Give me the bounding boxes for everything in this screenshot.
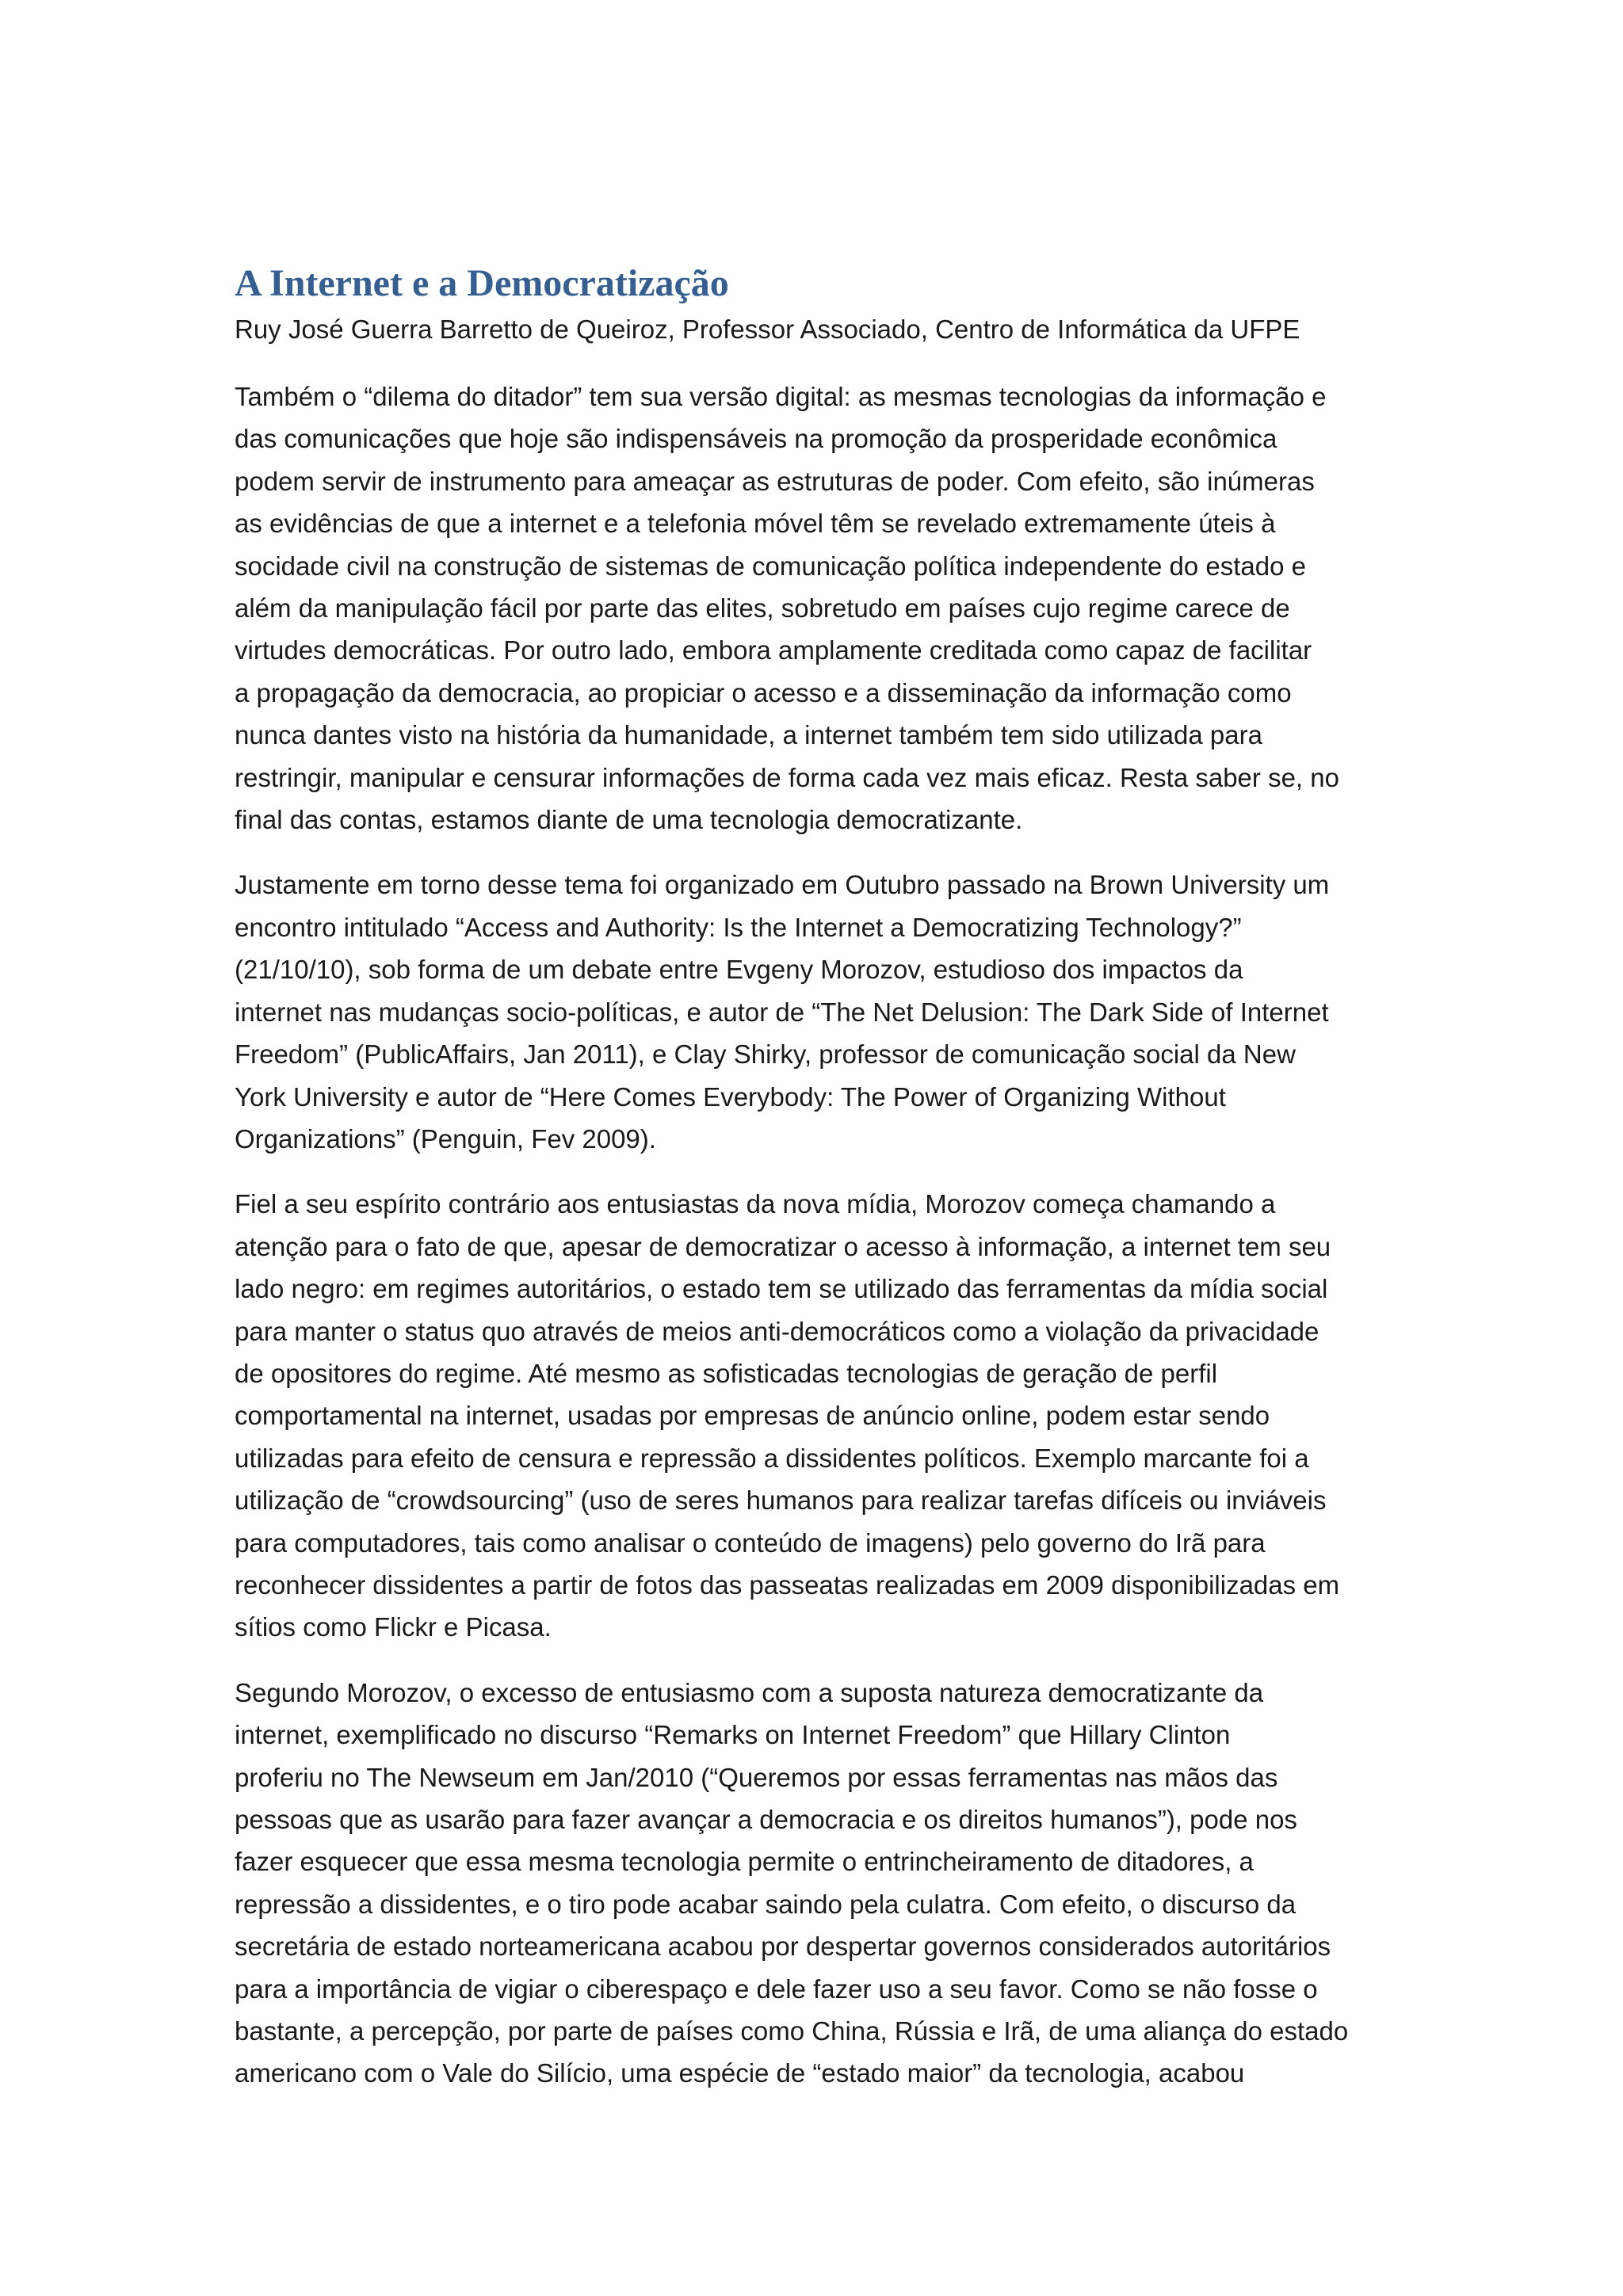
text-line: Freedom” (PublicAffairs, Jan 2011), e Clay Shirky, professor de comunicação social da New xyxy=(235,1039,1296,1070)
text-line: as evidências de que a internet e a telefonia móvel têm se revelado extremamente úteis à xyxy=(235,509,1276,539)
text-line: internet nas mudanças socio-políticas, e autor de “The Net Delusion: The Dark Side of Internet xyxy=(235,997,1329,1027)
text-line: lado negro: em regimes autoritários, o estado tem se utilizado das ferramentas da mídia social xyxy=(235,1274,1328,1304)
text-line: Fiel a seu espírito contrário aos entusiastas da nova mídia, Morozov começa chamando a xyxy=(235,1189,1276,1219)
text-line: para computadores, tais como analisar o conteúdo de imagens) pelo governo do Irã para xyxy=(235,1527,1266,1558)
text-line: sítios como Flickr e Picasa. xyxy=(235,1612,552,1642)
text-line: bastante, a percepção, por parte de países como China, Rússia e Irã, de uma aliança do estado xyxy=(235,2016,1349,2046)
paragraph-3 xyxy=(235,1183,1400,1648)
text-line: Justamente em torno desse tema foi organizado em Outubro passado na Brown University um xyxy=(235,870,1330,900)
text-line: a propagação da democracia, ao propiciar o acesso e a disseminação da informação como xyxy=(235,677,1292,707)
text-line: para manter o status quo através de meios anti-democráticos como a violação da privacidade xyxy=(235,1316,1319,1346)
text-line: nunca dantes visto na história da humanidade, a internet também tem sido utilizada para xyxy=(235,720,1262,750)
text-line: das comunicações que hoje são indispensáveis na promoção da prosperidade econômica xyxy=(235,424,1277,454)
text-line: restringir, manipular e censurar informações de forma cada vez mais eficaz. Resta saber se, no xyxy=(235,762,1339,792)
document-author: Ruy José Guerra Barretto de Queiroz, Professor Associado, Centro de Informática da UFPE xyxy=(235,315,1300,344)
text-line: podem servir de instrumento para ameaçar as estruturas de poder. Com efeito, são inúmeras xyxy=(235,466,1315,496)
paragraph-2 xyxy=(235,864,1400,1160)
text-line: repressão a dissidentes, e o tiro pode acabar saindo pela culatra. Com efeito, o discurso da xyxy=(235,1889,1296,1919)
text-line: proferiu no The Newseum em Jan/2010 (“Queremos por essas ferramentas nas mãos das xyxy=(235,1762,1278,1792)
text-line: americano com o Vale do Silício, uma espécie de “estado maior” da tecnologia, acabou xyxy=(235,2058,1245,2088)
text-line: para a importância de vigiar o ciberespaço e dele fazer uso a seu favor. Como se não fosse o xyxy=(235,1974,1318,2004)
text-line: reconhecer dissidentes a partir de fotos das passeatas realizadas em 2009 disponibilizadas em xyxy=(235,1569,1340,1600)
text-line: pessoas que as usarão para fazer avançar a democracia e os direitos humanos”), pode nos xyxy=(235,1805,1297,1834)
text-line: Segundo Morozov, o excesso de entusiasmo com a suposta natureza democratizante da xyxy=(235,1677,1264,1707)
paragraph-4 xyxy=(235,1672,1400,2095)
text-line: encontro intitulado “Access and Authority: Is the Internet a Democratizing Technology?” xyxy=(235,912,1242,942)
text-line: internet, exemplificado no discurso “Remarks on Internet Freedom” que Hillary Clinton xyxy=(235,1720,1231,1750)
text-line: utilizadas para efeito de censura e repressão a dissidentes políticos. Exemplo marcante foi a xyxy=(235,1443,1309,1473)
text-line: atenção para o fato de que, apesar de democratizar o acesso à informação, a internet tem seu xyxy=(235,1231,1331,1261)
text-line: utilização de “crowdsourcing” (uso de seres humanos para realizar tarefas difíceis ou inviáveis xyxy=(235,1486,1327,1516)
text-line: secretária de estado norteamericana acabou por despertar governos considerados autoritários xyxy=(235,1932,1331,1962)
text-line: virtudes democráticas. Por outro lado, embora amplamente creditada como capaz de facilitar xyxy=(235,635,1312,666)
text-line: final das contas, estamos diante de uma tecnologia democratizante. xyxy=(235,805,1023,835)
document-title: A Internet e a Democratização xyxy=(235,262,729,304)
text-line: Também o “dilema do ditador” tem sua versão digital: as mesmas tecnologias da informação e xyxy=(235,382,1327,411)
text-line: socidade civil na construção de sistemas de comunicação política independente do estado e xyxy=(235,551,1307,581)
text-line: fazer esquecer que essa mesma tecnologia permite o entrincheiramento de ditadores, a xyxy=(235,1847,1254,1877)
text-line: além da manipulação fácil por parte das elites, sobretudo em países cujo regime carece de xyxy=(235,593,1290,624)
text-line: de opositores do regime. Até mesmo as sofisticadas tecnologias de geração de perfil xyxy=(235,1358,1218,1388)
document-content xyxy=(235,260,1400,2118)
paragraph-1 xyxy=(235,376,1400,841)
text-line: Organizations” (Penguin, Fev 2009). xyxy=(235,1123,656,1154)
text-line: comportamental na internet, usadas por empresas de anúncio online, podem estar sendo xyxy=(235,1401,1270,1431)
text-line: (21/10/10), sob forma de um debate entre Evgeny Morozov, estudioso dos impactos da xyxy=(235,955,1243,985)
text-line: York University e autor de “Here Comes Everybody: The Power of Organizing Without xyxy=(235,1081,1226,1112)
